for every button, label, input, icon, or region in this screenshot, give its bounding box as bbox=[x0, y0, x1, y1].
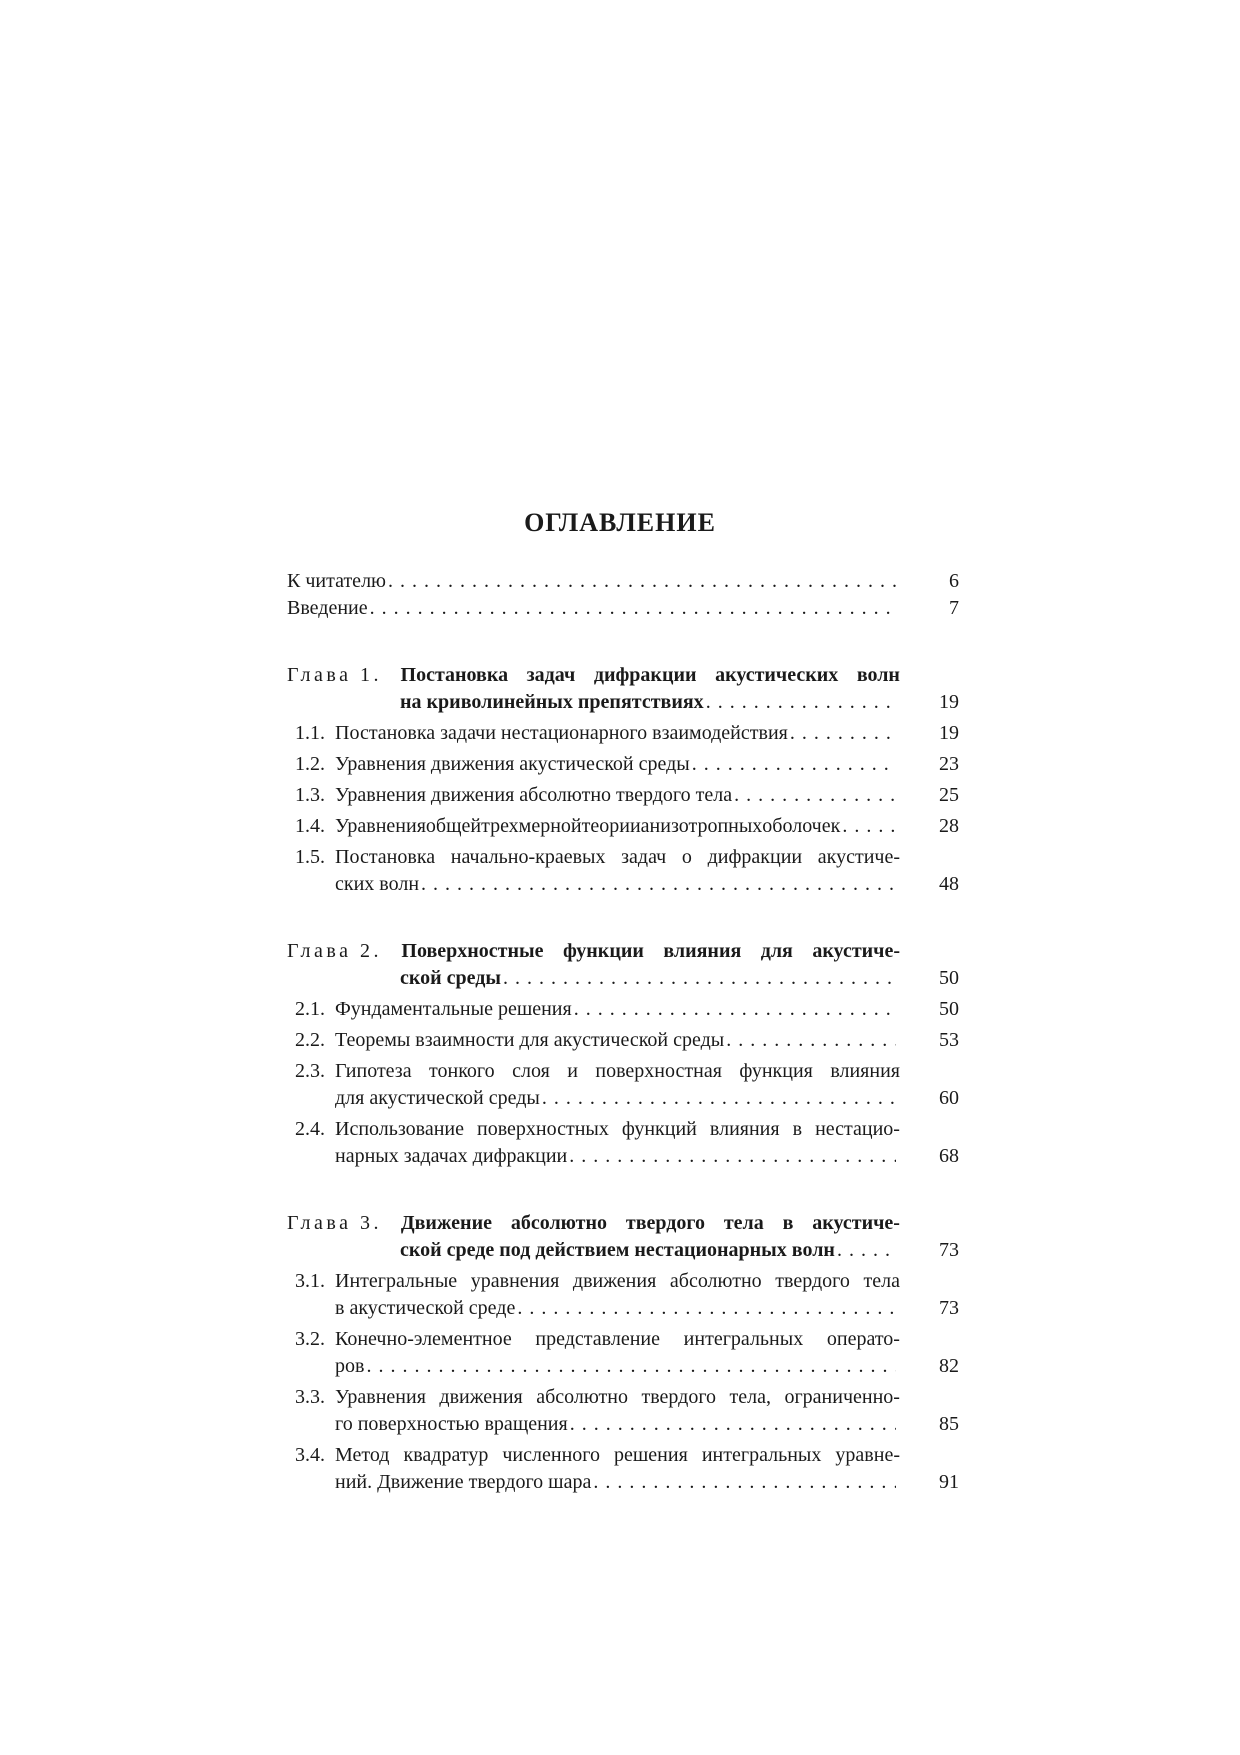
chapter-title-end: ской среды bbox=[400, 967, 502, 989]
section-title-end: ний. Движение твердого шара bbox=[335, 1471, 592, 1493]
section-line bbox=[287, 871, 959, 898]
section-line bbox=[287, 1469, 959, 1496]
title-word: абсолютно bbox=[510, 1212, 608, 1234]
chapter-title-end: на криволинейных препятствиях bbox=[400, 691, 704, 713]
chapter-title-line bbox=[287, 662, 959, 689]
title-word: Метод bbox=[335, 1444, 390, 1466]
page-title: ОГЛАВЛЕНИЕ bbox=[524, 508, 716, 537]
dot-leader bbox=[692, 751, 896, 778]
title-word: акустиче- bbox=[812, 1212, 900, 1234]
dot-leader bbox=[569, 1143, 896, 1170]
title-word: Фундаментальные решения bbox=[335, 998, 572, 1020]
page-number: 68 bbox=[939, 1145, 959, 1167]
title-word: акустических bbox=[715, 664, 839, 686]
section-entry[interactable] bbox=[287, 813, 959, 840]
section-line bbox=[287, 720, 959, 747]
chapter-title-line bbox=[287, 689, 959, 716]
title-word: функций bbox=[621, 1118, 697, 1140]
chapter-heading[interactable] bbox=[287, 1210, 959, 1264]
title-word: Постановка bbox=[400, 664, 509, 686]
title-word: волн bbox=[856, 664, 900, 686]
section-title-end: ров bbox=[335, 1355, 365, 1377]
section-entry[interactable] bbox=[287, 1268, 959, 1322]
title-word: в bbox=[792, 1118, 803, 1140]
page-number: 28 bbox=[939, 815, 959, 837]
section-title-end: го поверхностью вращения bbox=[335, 1413, 568, 1435]
title-word: Уравнения движения акустической среды bbox=[335, 753, 690, 775]
title-word: уравне- bbox=[835, 1444, 900, 1466]
section-number: 2.3. bbox=[295, 1060, 325, 1082]
entry-title: К читателю bbox=[287, 570, 386, 592]
title-word: тела, bbox=[729, 1386, 771, 1408]
title-word: функция bbox=[739, 1060, 813, 1082]
title-word: квадратур bbox=[403, 1444, 489, 1466]
section-entry[interactable] bbox=[287, 782, 959, 809]
title-word: твердого bbox=[775, 1270, 850, 1292]
title-word: влияния bbox=[663, 940, 742, 962]
section-line bbox=[287, 1058, 959, 1085]
section-line bbox=[287, 1085, 959, 1112]
section-number: 1.4. bbox=[295, 815, 325, 837]
page-number: 50 bbox=[939, 998, 959, 1020]
page-number: 25 bbox=[939, 784, 959, 806]
title-word: анизотропных bbox=[640, 815, 763, 837]
section-line bbox=[287, 751, 959, 778]
section-entry[interactable] bbox=[287, 1027, 959, 1054]
title-word: решения bbox=[614, 1444, 688, 1466]
chapter-spacer bbox=[287, 1170, 959, 1210]
page-number: 73 bbox=[939, 1297, 959, 1319]
dot-leader bbox=[542, 1085, 896, 1112]
section-number: 1.2. bbox=[295, 753, 325, 775]
chapter-heading[interactable] bbox=[287, 938, 959, 992]
title-word: Уравнения bbox=[335, 815, 426, 837]
title-word: акустиче- bbox=[812, 940, 900, 962]
section-line bbox=[287, 782, 959, 809]
section-title-end: в акустической среде bbox=[335, 1297, 516, 1319]
section-title-end: для акустической среды bbox=[335, 1087, 540, 1109]
chapter-title-end: ской среде под действием нестационарных волн bbox=[400, 1239, 835, 1261]
chapter-heading[interactable] bbox=[287, 662, 959, 716]
title-word: в bbox=[782, 1212, 794, 1234]
section-line bbox=[287, 1027, 959, 1054]
title-word: Поверхностные bbox=[401, 940, 544, 962]
chapter-title-line bbox=[287, 938, 959, 965]
dot-leader bbox=[574, 996, 896, 1023]
title-word: численного bbox=[502, 1444, 600, 1466]
section-number: 1.5. bbox=[295, 846, 325, 868]
toc-line bbox=[287, 568, 959, 595]
page-number: 19 bbox=[939, 722, 959, 744]
title-word: Постановка bbox=[335, 846, 436, 868]
section-line bbox=[287, 1384, 959, 1411]
title-word: акустиче- bbox=[817, 846, 900, 868]
dot-leader bbox=[370, 595, 896, 622]
title-word: поверхностных bbox=[477, 1118, 609, 1140]
page-number: 23 bbox=[939, 753, 959, 775]
section-number: 2.4. bbox=[295, 1118, 325, 1140]
section-line bbox=[287, 1268, 959, 1295]
title-word: общей bbox=[425, 815, 482, 837]
title-word: задач bbox=[526, 664, 576, 686]
section-entry[interactable] bbox=[287, 720, 959, 747]
dot-leader bbox=[593, 1469, 896, 1496]
page-number: 53 bbox=[939, 1029, 959, 1051]
title-word: теории bbox=[581, 815, 641, 837]
chapter-label: Глава 2. bbox=[287, 940, 382, 962]
title-word: ограниченно- bbox=[784, 1386, 900, 1408]
chapter-label: Глава 3. bbox=[287, 1212, 382, 1234]
section-entry[interactable] bbox=[287, 1326, 959, 1380]
page-number: 6 bbox=[949, 570, 959, 592]
dot-leader bbox=[706, 689, 896, 716]
section-number: 3.3. bbox=[295, 1386, 325, 1408]
title-word: начально-краевых bbox=[450, 846, 606, 868]
title-word: Использование bbox=[335, 1118, 464, 1140]
section-line bbox=[287, 844, 959, 871]
section-title-end: ских волн bbox=[335, 873, 420, 895]
title-word: слоя bbox=[512, 1060, 550, 1082]
title-word: поверхностная bbox=[595, 1060, 722, 1082]
title-word: Постановка задачи нестационарного взаимодействия bbox=[335, 722, 788, 744]
toc-entry[interactable] bbox=[287, 568, 959, 595]
page-number: 91 bbox=[939, 1471, 959, 1493]
dot-leader bbox=[734, 782, 896, 809]
chapter-label: Глава 1. bbox=[287, 664, 382, 686]
title-word: интегральных bbox=[683, 1328, 804, 1350]
title-word: движения bbox=[572, 1270, 657, 1292]
table-of-contents bbox=[287, 568, 959, 1496]
dot-leader bbox=[388, 568, 896, 595]
dot-leader bbox=[517, 1295, 896, 1322]
section-entry[interactable] bbox=[287, 1442, 959, 1496]
section-line bbox=[287, 996, 959, 1023]
entry-title: Введение bbox=[287, 597, 368, 619]
title-word: функции bbox=[562, 940, 644, 962]
title-word: и bbox=[567, 1060, 578, 1082]
page-number: 19 bbox=[939, 691, 959, 713]
section-number: 1.3. bbox=[295, 784, 325, 806]
dot-leader bbox=[503, 965, 896, 992]
title-word: абсолютно bbox=[536, 1386, 628, 1408]
title-word: тела bbox=[723, 1212, 764, 1234]
title-word: Интегральные bbox=[335, 1270, 458, 1292]
title-word: Конечно-элементное bbox=[335, 1328, 512, 1350]
chapter-spacer bbox=[287, 622, 959, 662]
title-word: интегральных bbox=[701, 1444, 822, 1466]
section-entry[interactable] bbox=[287, 996, 959, 1023]
title-word: уравнения bbox=[470, 1270, 560, 1292]
dot-leader bbox=[726, 1027, 896, 1054]
title-word: Теоремы взаимности для акустической среды bbox=[335, 1029, 725, 1051]
section-line bbox=[287, 1116, 959, 1143]
title-word: представление bbox=[535, 1328, 660, 1350]
page-number: 48 bbox=[939, 873, 959, 895]
section-entry[interactable] bbox=[287, 1384, 959, 1438]
title-word: тела bbox=[863, 1270, 900, 1292]
title-word: задач bbox=[621, 846, 667, 868]
title-word: Движение bbox=[400, 1212, 492, 1234]
page-number: 73 bbox=[939, 1239, 959, 1261]
dot-leader bbox=[837, 1237, 896, 1264]
section-line bbox=[287, 813, 959, 840]
dot-leader bbox=[421, 871, 896, 898]
section-entry[interactable] bbox=[287, 844, 959, 898]
dot-leader bbox=[842, 813, 896, 840]
chapter-spacer bbox=[287, 898, 959, 938]
title-word: Гипотеза bbox=[335, 1060, 412, 1082]
page-number: 85 bbox=[939, 1413, 959, 1435]
chapter-title-line bbox=[287, 1210, 959, 1237]
title-word: дифракции bbox=[707, 846, 803, 868]
section-number: 2.2. bbox=[295, 1029, 325, 1051]
title-word: для bbox=[760, 940, 793, 962]
page-number: 60 bbox=[939, 1087, 959, 1109]
toc-entry[interactable] bbox=[287, 595, 959, 622]
section-number: 3.2. bbox=[295, 1328, 325, 1350]
section-entry[interactable] bbox=[287, 751, 959, 778]
section-number: 3.1. bbox=[295, 1270, 325, 1292]
section-line bbox=[287, 1326, 959, 1353]
title-word: твердого bbox=[625, 1212, 705, 1234]
title-word: влияния bbox=[830, 1060, 900, 1082]
section-entry[interactable] bbox=[287, 1116, 959, 1170]
title-word: влияния bbox=[709, 1118, 780, 1140]
title-word: Уравнения bbox=[335, 1386, 426, 1408]
title-word: Уравнения движения абсолютно твердого тела bbox=[335, 784, 733, 806]
chapter-title-line bbox=[287, 1237, 959, 1264]
dot-leader bbox=[570, 1411, 896, 1438]
page-number: 50 bbox=[939, 967, 959, 989]
dot-leader bbox=[366, 1353, 896, 1380]
page-number: 7 bbox=[949, 597, 959, 619]
section-entry[interactable] bbox=[287, 1058, 959, 1112]
section-line bbox=[287, 1442, 959, 1469]
section-line bbox=[287, 1295, 959, 1322]
section-line bbox=[287, 1411, 959, 1438]
title-word: нестацио- bbox=[815, 1118, 900, 1140]
section-number: 2.1. bbox=[295, 998, 325, 1020]
title-word: о bbox=[681, 846, 692, 868]
title-word: движения bbox=[439, 1386, 523, 1408]
title-word: тонкого bbox=[429, 1060, 495, 1082]
title-word: оболочек bbox=[762, 815, 841, 837]
section-line bbox=[287, 1353, 959, 1380]
section-title-end: нарных задачах дифракции bbox=[335, 1145, 568, 1167]
section-line bbox=[287, 1143, 959, 1170]
title-word: твердого bbox=[641, 1386, 717, 1408]
dot-leader bbox=[790, 720, 896, 747]
chapter-title-line bbox=[287, 965, 959, 992]
title-word: операто- bbox=[826, 1328, 900, 1350]
title-word: трехмерной bbox=[481, 815, 582, 837]
toc-line bbox=[287, 595, 959, 622]
section-number: 3.4. bbox=[295, 1444, 325, 1466]
page-number: 82 bbox=[939, 1355, 959, 1377]
section-number: 1.1. bbox=[295, 722, 325, 744]
title-word: дифракции bbox=[593, 664, 697, 686]
title-word: абсолютно bbox=[669, 1270, 762, 1292]
